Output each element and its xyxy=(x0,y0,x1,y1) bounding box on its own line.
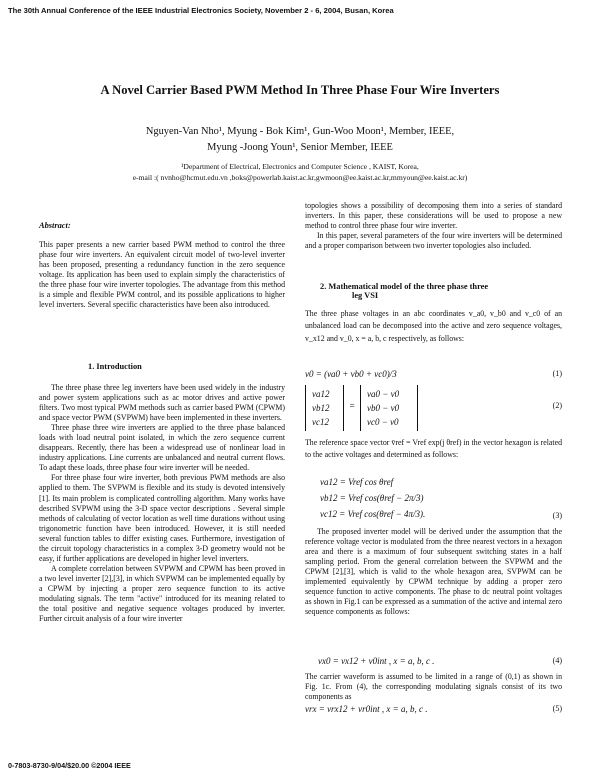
intro-paragraph-4: A complete correlation between SVPWM and CPWM has been proved in a two level inverter [2],[3], in which SVPWM can be implemented equally by a CPWM by injecting a proper zero sequence function to its active modulating signals. The term "active" introduced for its meaning related to the total positive and negative sequence voltages produced by inverter. Further circuit analysis of a four wire inverter xyxy=(39,563,285,624)
abstract-heading: Abstract: xyxy=(39,221,71,230)
affiliation-block xyxy=(0,162,600,183)
authors-line-1: Nguyen-Van Nho¹, Myung - Bok Kim¹, Gun-Woo Moon¹, Member, IEEE, xyxy=(145,126,455,137)
equation-1-expression: v0 = (va0 + vb0 + vc0)/3 xyxy=(305,369,397,379)
equation-3-row-1: va12 = Vref cos θref xyxy=(320,477,394,487)
matrix-bracket-right xyxy=(339,385,344,431)
matrix-right-row-3: vc0 − v0 xyxy=(367,417,399,427)
section-2-paragraph-4: The carrier waveform is assumed to be limited in a range of (0,1) as shown in Fig. 1c. From (4), the corresponding modulating signals consist of its two components as xyxy=(305,672,562,702)
equals-sign: = xyxy=(349,401,356,411)
abstract-body xyxy=(39,240,285,310)
right-paragraph-2: In this paper, several parameters of the four wire inverters will be determined and a proper comparison between two inverter topologies also included. xyxy=(305,231,562,251)
author-list xyxy=(0,124,600,156)
equation-4 xyxy=(318,656,562,666)
equation-4-expression: vx0 = vx12 + v0int , x = a, b, c . xyxy=(318,656,435,666)
intro-paragraph-2: Three phase three wire inverters are applied to the three phase balanced loads with load neutral point isolated, in which the zero sequence current disappears. Recently, there has been a widespread use of nonlinear load in industry applications. Line currents are unbalanced and neutral current flows. To adapt these loads, three phase four wire inverter will be needed. xyxy=(39,423,285,473)
section-2-heading-line-2: leg VSI xyxy=(352,291,379,300)
section-2-heading xyxy=(320,282,560,300)
equation-2-number: (2) xyxy=(552,401,562,410)
section-2-paragraph-3: The proposed inverter model will be derived under the assumption that the reference voltage vector is modulated from the three nearest vectors in a hexagon area and there is a maximum of four subsequent switching states in a half sampling period. From the general correlation between the SVPWM and the CPWM [2],[3], which is valid to the whole hexagon area, SVPWM can be implemented equivalently by CPWM technique by adding a proper zero sequence function to active components. The phase to dc neutral point voltages as shown in Fig.1 can be expressed as a summation of the active and internal zero sequence components as follows: xyxy=(305,527,562,617)
section-2-heading-line-1: 2. Mathematical model of the three phase three xyxy=(320,282,489,291)
equation-3-row-3: vc12 = Vref cos(θref − 4π/3). xyxy=(320,509,426,519)
equation-5-expression: vrx = vrx12 + vr0int , x = a, b, c . xyxy=(305,704,428,714)
intro-paragraph-1: The three phase three leg inverters have been used widely in the industry and power system applications such as ac motor drives and active power filters. Two most typical PWM methods such as carrier based PWM (CPWM) and space vector PWM (SVPWM) have been implemented in these inverters. xyxy=(39,383,285,423)
equation-3 xyxy=(320,474,562,522)
equation-5-number: (5) xyxy=(552,704,562,713)
matrix-left-row-2: vb12 xyxy=(312,403,330,413)
matrix-bracket-right-2 xyxy=(413,385,418,431)
equation-2 xyxy=(305,385,562,433)
matrix-left-row-1: va12 xyxy=(312,389,330,399)
right-intro-body xyxy=(305,201,562,251)
matrix-bracket-left xyxy=(305,385,310,431)
authors-line-2: Myung -Joong Youn¹, Senior Member, IEEE xyxy=(207,142,393,153)
abstract-text: This paper presents a new carrier based PWM method to control the three phase four wire inverters. An equivalent circuit model of two-level inverter has been proposed, presenting a redundancy function in the zero sequence voltage. Its application has been used to explain simply the characteristics of the three phase four wire inverter topologies. The advantage from this method is a simple and flexible PWM control, and its possible applications to higher level inverters. Several specific characteristics have been also introduced. xyxy=(39,240,285,310)
equation-1 xyxy=(305,369,562,379)
right-paragraph-1: topologies shows a possibility of decomposing them into a series of standard inverters. In this paper, these considerations will be used to propose a new method to control three phase four wire inverter. xyxy=(305,201,562,231)
paper-title: A Novel Carrier Based PWM Method In Three Phase Four Wire Inverters xyxy=(100,83,500,97)
equation-3-number: (3) xyxy=(552,511,562,520)
matrix-bracket-left-2 xyxy=(360,385,365,431)
copyright-footer: 0-7803-8730-9/04/$20.00 ©2004 IEEE xyxy=(8,761,131,770)
matrix-left-column xyxy=(312,387,330,429)
introduction-body xyxy=(39,383,285,624)
section-2-paragraph-2: The reference space vector v̄ref = Vref exp(j θref) in the vector hexagon is related to the active voltages and determined as follows: xyxy=(305,438,562,459)
section-2-paragraph-1: The three phase voltages in an abc coordinates v_a0, v_b0 and v_c0 of an unbalanced load can be decomposed into the active and zero sequence voltages, v_x12 and v_0, x = a, b, c respectively, as follows: xyxy=(305,309,562,343)
email-list: e-mail :( nvnho@hcmut.edu.vn ,boks@powerlab.kaist.ac.kr,gwmoon@ee.kaist.ac.kr,mmyoun@ee.kaist.ac.kr) xyxy=(132,172,468,182)
matrix-right-row-1: va0 − v0 xyxy=(367,389,400,399)
affiliation: ¹Department of Electrical, Electronics and Computer Science , KAIST, Korea, xyxy=(181,162,419,171)
equation-4-number: (4) xyxy=(552,656,562,665)
equation-1-number: (1) xyxy=(552,369,562,378)
section-1-heading: 1. Introduction xyxy=(88,362,142,371)
conference-header: The 30th Annual Conference of the IEEE Industrial Electronics Society, November 2 - 6, 2004, Busan, Korea xyxy=(8,6,394,15)
equation-3-row-2: vb12 = Vref cos(θref − 2π/3) xyxy=(320,493,424,503)
matrix-right-column xyxy=(367,387,399,429)
matrix-right-row-2: vb0 − v0 xyxy=(367,403,400,413)
equation-5 xyxy=(305,704,562,714)
intro-paragraph-3: For three phase four wire inverter, both previous PWM methods are also applied to them. The SVPWM is flexible and its study is devoted intensively [1]. Its main problem is complicated controlling algorithm. Many works have described SVPWM using the 3-D space vector descriptions . Several simple methods of calculating of vector location as well time durations without using trigonometric function have been introduced. However, it is still needed several function tables to differ existing cases. Furthermore, investigation of the circuit topology characteristics in a complex 3-D geometry would not be easy, if further applications are developed in higher level inverters. xyxy=(39,473,285,563)
matrix-left-row-3: vc12 xyxy=(312,417,329,427)
